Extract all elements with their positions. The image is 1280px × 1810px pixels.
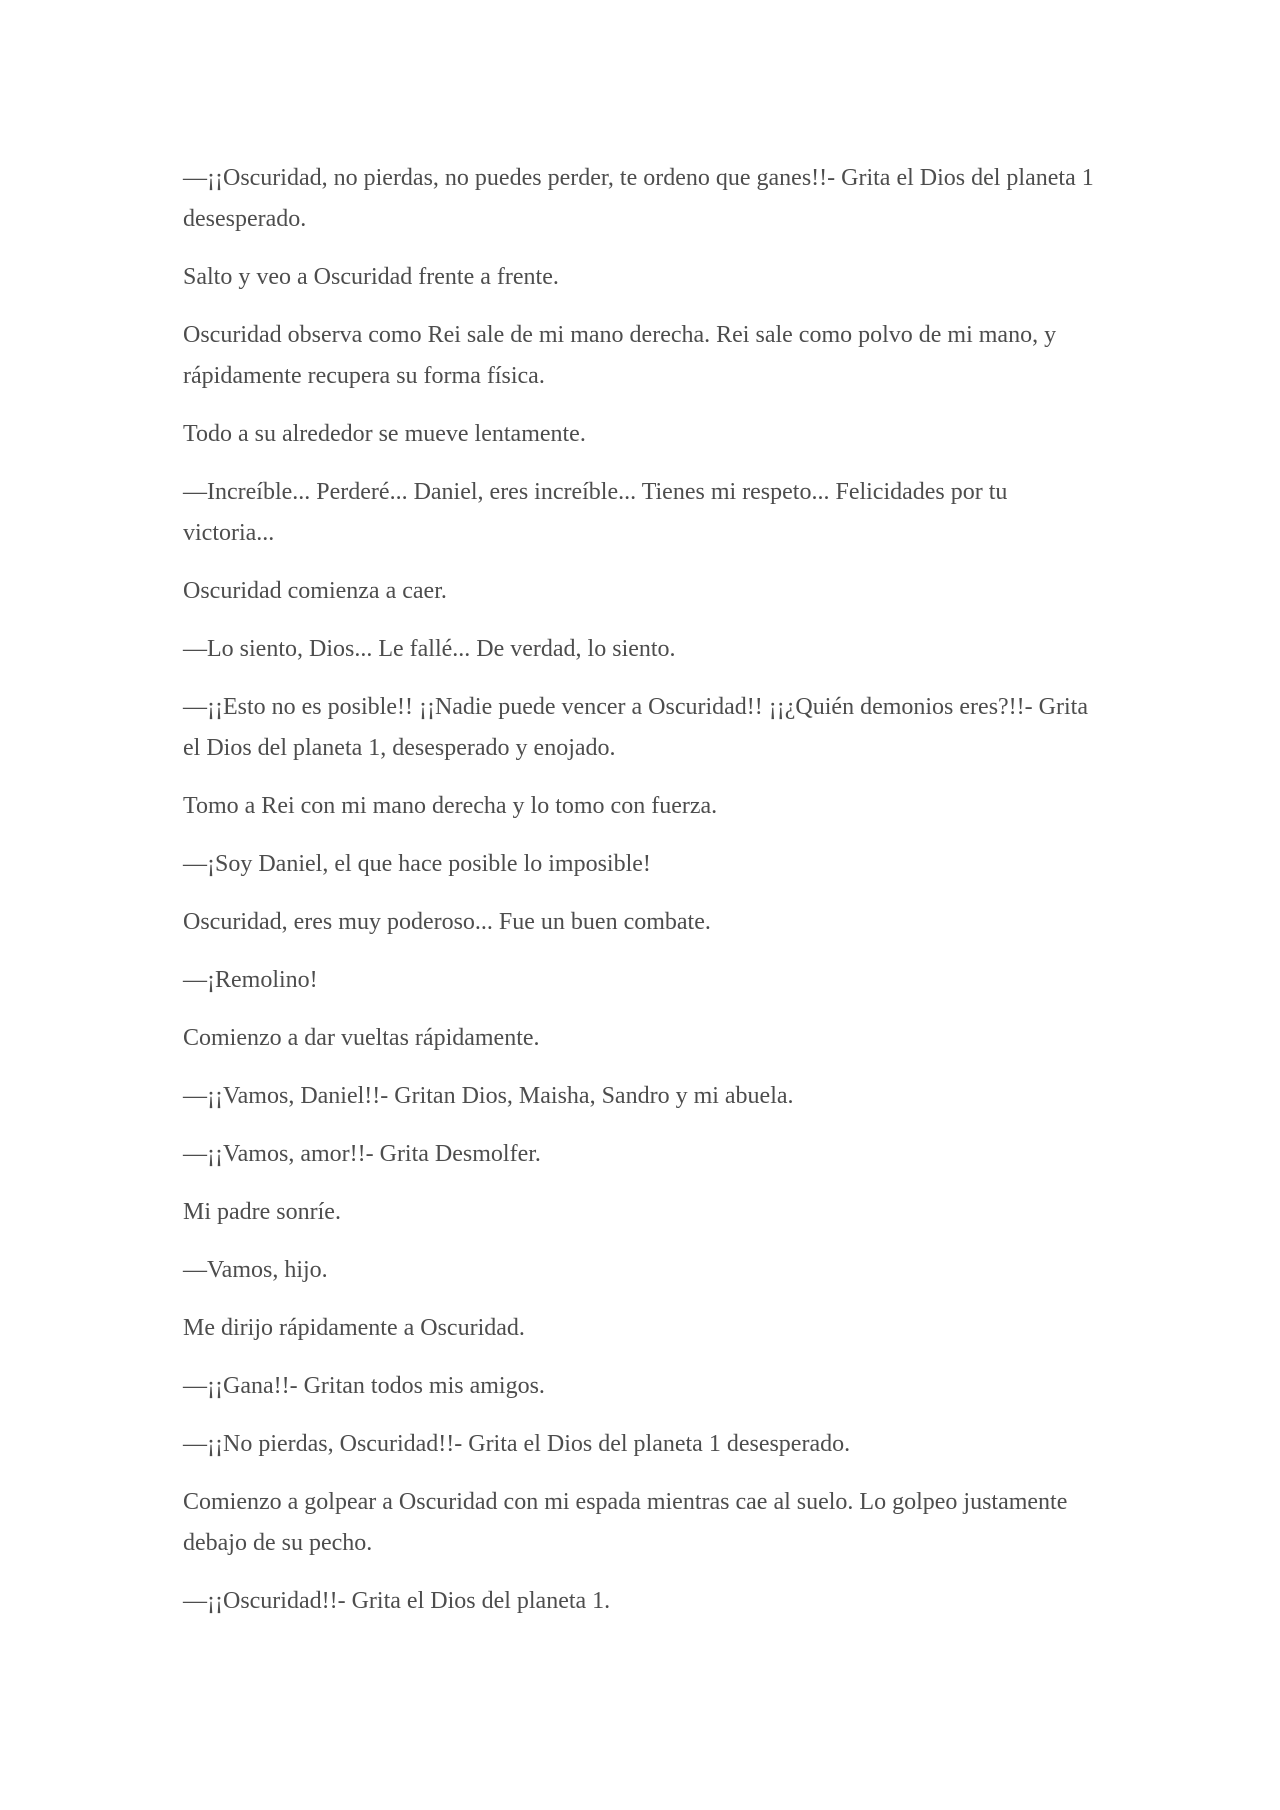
paragraph: —¡Remolino! [183, 967, 318, 993]
paragraph: —¡¡Vamos, Daniel!!- Gritan Dios, Maisha, Sandro y mi abuela. [183, 1083, 794, 1109]
paragraph: —¡¡Gana!!- Gritan todos mis amigos. [183, 1373, 545, 1399]
paragraph: Todo a su alrededor se mueve lentamente. [183, 421, 586, 447]
paragraph: —Lo siento, Dios... Le fallé... De verdad, lo siento. [183, 636, 676, 662]
paragraph: Comienzo a dar vueltas rápidamente. [183, 1025, 540, 1051]
paragraph: —¡¡Oscuridad, no pierdas, no puedes perder, te ordeno que ganes!!- Grita el Dios del planeta 1 desesperado. [183, 165, 1094, 232]
paragraph: Me dirijo rápidamente a Oscuridad. [183, 1315, 525, 1341]
paragraph: —¡¡No pierdas, Oscuridad!!- Grita el Dios del planeta 1 desesperado. [183, 1431, 851, 1457]
document-body [183, 158, 1103, 1639]
paragraph: Oscuridad comienza a caer. [183, 578, 447, 604]
paragraph: Salto y veo a Oscuridad frente a frente. [183, 264, 559, 290]
paragraph: Tomo a Rei con mi mano derecha y lo tomo con fuerza. [183, 793, 718, 819]
paragraph: Oscuridad observa como Rei sale de mi mano derecha. Rei sale como polvo de mi mano, y rápidamente recupera su forma física. [183, 322, 1057, 389]
paragraph: —¡¡Vamos, amor!!- Grita Desmolfer. [183, 1141, 541, 1167]
paragraph: Oscuridad, eres muy poderoso... Fue un buen combate. [183, 909, 711, 935]
paragraph: Comienzo a golpear a Oscuridad con mi espada mientras cae al suelo. Lo golpeo justamente debajo de su pecho. [183, 1489, 1068, 1556]
paragraph: —Increíble... Perderé... Daniel, eres increíble... Tienes mi respeto... Felicidades por tu victoria... [183, 479, 1008, 546]
paragraph: —¡Soy Daniel, el que hace posible lo imposible! [183, 851, 651, 877]
paragraph: —Vamos, hijo. [183, 1257, 328, 1283]
paragraph: Mi padre sonríe. [183, 1199, 341, 1225]
paragraph: —¡¡Esto no es posible!! ¡¡Nadie puede vencer a Oscuridad!! ¡¡¿Quién demonios eres?!!- Grita el Dios del planeta 1, desesperado y enojado. [183, 694, 1088, 761]
paragraph: —¡¡Oscuridad!!- Grita el Dios del planeta 1. [183, 1588, 611, 1614]
